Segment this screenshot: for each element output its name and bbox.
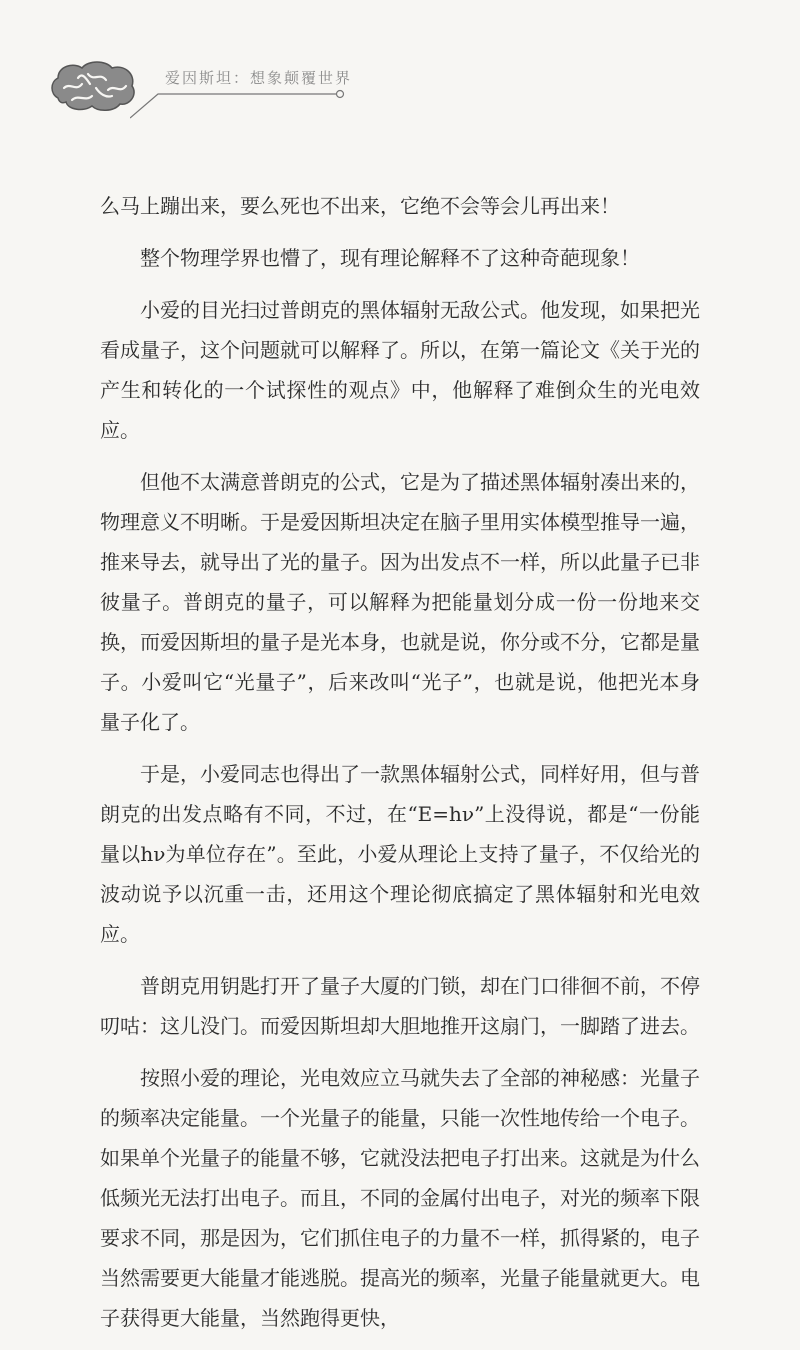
header-divider bbox=[130, 80, 350, 120]
paragraph: 但他不太满意普朗克的公式，它是为了描述黑体辐射凑出来的，物理意义不明晰。于是爱因斯坦决定在脑子里用实体模型推导一遍，推来导去，就导出了光的量子。因为出发点不一样，所以此量子已非彼量子。普朗克的量子，可以解释为把能量划分成一份一份地来交换，而爱因斯坦的量子是光本身，也就是说，你分或不分，它都是量子。小爱叫它“光量子”，后来改叫“光子”，也就是说，他把光本身量子化了。 bbox=[100, 470, 700, 734]
page-body bbox=[100, 186, 700, 1350]
book-title: 爱因斯坦：想象颠覆世界 bbox=[165, 69, 353, 87]
paragraph: 普朗克用钥匙打开了量子大厦的门锁，却在门口徘徊不前，不停叨咕：这儿没门。而爱因斯坦却大胆地推开这扇门，一脚踏了进去。 bbox=[100, 974, 700, 1038]
brain-icon bbox=[48, 58, 138, 114]
paragraph: 小爱的目光扫过普朗克的黑体辐射无敌公式。他发现，如果把光看成量子，这个问题就可以解释了。所以，在第一篇论文《关于光的产生和转化的一个试探性的观点》中，他解释了难倒众生的光电效应。 bbox=[100, 298, 700, 442]
paragraph: 按照小爱的理论，光电效应立马就失去了全部的神秘感：光量子的频率决定能量。一个光量子的能量，只能一次性地传给一个电子。如果单个光量子的能量不够，它就没法把电子打出来。这就是为什么低频光无法打出电子。而且，不同的金属付出电子，对光的频率下限要求不同，那是因为，它们抓住电子的力量不一样，抓得紧的，电子当然需要更大能量才能逃脱。提高光的频率，光量子能量就更大。电子获得更大能量，当然跑得更快， bbox=[100, 1066, 700, 1330]
paragraph: 么马上蹦出来，要么死也不出来，它绝不会等会儿再出来！ bbox=[100, 194, 620, 218]
paragraph: 整个物理学界也懵了，现有理论解释不了这种奇葩现象！ bbox=[140, 246, 640, 270]
paragraph: 于是，小爱同志也得出了一款黑体辐射公式，同样好用，但与普朗克的出发点略有不同，不过，在“E=hν”上没得说，都是“一份能量以hν为单位存在”。至此，小爱从理论上支持了量子，不仅给光的波动说予以沉重一击，还用这个理论彻底搞定了黑体辐射和光电效应。 bbox=[100, 762, 700, 946]
page-header bbox=[0, 0, 800, 140]
